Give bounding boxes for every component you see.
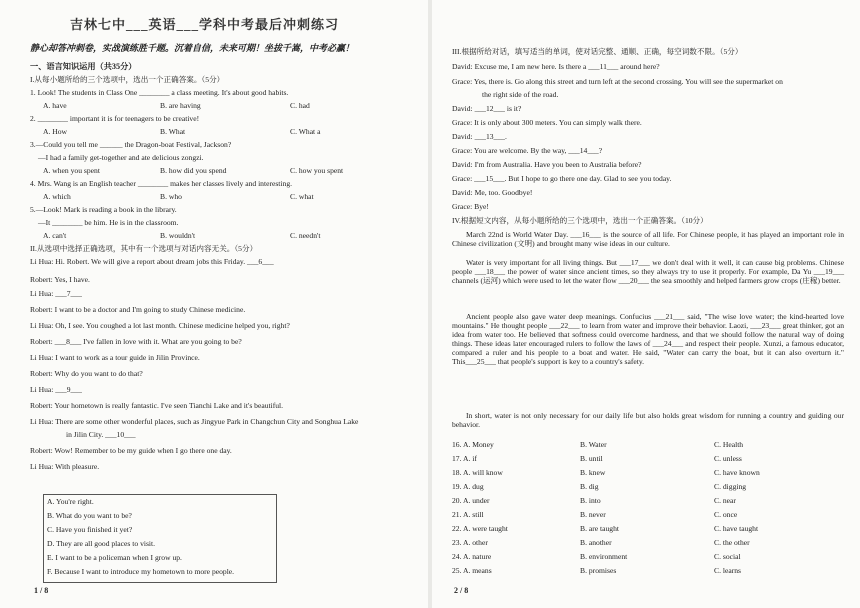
choice-a: 19. A. dug bbox=[452, 482, 484, 491]
dialog-line: David: I'm from Australia. Have you been to Australia before? bbox=[452, 160, 642, 169]
choice-b: B. environment bbox=[580, 552, 628, 561]
choice-a: 25. A. means bbox=[452, 566, 492, 575]
question-5-reply: —It ________ be him. He is in the classroom. bbox=[38, 218, 179, 227]
choice-a: 16. A. Money bbox=[452, 440, 494, 449]
dialog-line: in Jilin City. ___10___ bbox=[66, 430, 136, 439]
exam-page-1 bbox=[0, 0, 428, 608]
q4-option-a: A. which bbox=[43, 192, 71, 201]
dialog-line: Grace: You are welcome. By the way, ___14___? bbox=[452, 146, 603, 155]
dialog-line: Robert: ___8___ I've fallen in love with it. What are you going to be? bbox=[30, 337, 242, 346]
q5-option-a: A. can't bbox=[43, 231, 67, 240]
dialog-line: Li Hua: I want to work as a tour guide in Jilin Province. bbox=[30, 353, 200, 362]
choice-b: B. promises bbox=[580, 566, 617, 575]
q5-option-b: B. wouldn't bbox=[160, 231, 196, 240]
q2-option-a: A. How bbox=[43, 127, 68, 136]
choice-c: C. near bbox=[714, 496, 736, 505]
dialog-line: Li Hua: Hi. Robert. We will give a report about dream jobs this Friday. ___6___ bbox=[30, 257, 274, 266]
page-title: 吉林七中___英语___学科中考最后冲刺练习 bbox=[70, 17, 340, 32]
q1-option-a: A. have bbox=[43, 101, 67, 110]
dialog-line: the right side of the road. bbox=[482, 90, 559, 99]
choice-c: C. the other bbox=[714, 538, 750, 547]
choice-a: 24. A. nature bbox=[452, 552, 492, 561]
passage-paragraph: Ancient people also gave water deep meanings. Confucius ___21___ said, "The wise love water; the kind-hearted love mountains." He thought people ___22___ to learn from water and improve their behavior. Laozi, ___23___ great thinker, got an idea from water too. He believed that softness could overcome hardness, and that we should follow the natural way of doing things. These ideas later encouraged rulers to follow the laws of ___24___ and respect their people. Xunzi, a famous educator, compared a ruler and his people to a boat and water. He said, "Water can carry the boat, but it can also overturn it." This___25___ that people's support is key to a country's safety. bbox=[452, 312, 844, 366]
q1-option-c: C. had bbox=[290, 101, 310, 110]
box-option: E. I want to be a policeman when I grow up. bbox=[47, 553, 182, 562]
choice-c: C. unless bbox=[714, 454, 742, 463]
box-option: C. Have you finished it yet? bbox=[47, 525, 133, 534]
question-1: 1. Look! The students in Class One ________ a class meeting. It's about good habits. bbox=[30, 88, 289, 97]
exam-page-2 bbox=[432, 0, 860, 608]
passage-paragraph: March 22nd is World Water Day. ___16___ is the source of all life. For Chinese people, it has played an important role in Chinese civilization (文明) and brought many wise ideas in our culture. bbox=[452, 230, 844, 248]
choice-c: C. social bbox=[714, 552, 741, 561]
dialog-line: Grace: ___15___. But I hope to go there one day. Glad to see you today. bbox=[452, 174, 672, 183]
dialog-line: David: ___12___ is it? bbox=[452, 104, 522, 113]
choice-c: C. Health bbox=[714, 440, 744, 449]
choice-c: C. learns bbox=[714, 566, 741, 575]
question-4: 4. Mrs. Wang is an English teacher ________ makes her classes lively and interesting. bbox=[30, 179, 293, 188]
part3-title: III.根据所给对话，填写适当的单词，使对话完整、通顺、正确，每空词数不限。（5分） bbox=[452, 47, 743, 56]
question-3: 3.—Could you tell me ______ the Dragon-boat Festival, Jackson? bbox=[30, 140, 232, 149]
choice-a: 20. A. under bbox=[452, 496, 490, 505]
dialog-line: Robert: Why do you want to do that? bbox=[30, 369, 143, 378]
dialog-line: David: Excuse me, I am new here. Is there a ___11___ around here? bbox=[452, 62, 660, 71]
dialog-line: Robert: Wow! Remember to be my guide when I go there one day. bbox=[30, 446, 232, 455]
choice-b: B. are taught bbox=[580, 524, 620, 533]
box-option: F. Because I want to introduce my hometown to more people. bbox=[47, 567, 235, 576]
q3-option-c: C. how you spent bbox=[290, 166, 344, 175]
dialog-line: Li Hua: ___9___ bbox=[30, 385, 82, 394]
dialog-line: Robert: Yes, I have. bbox=[30, 275, 90, 284]
choice-b: B. Water bbox=[580, 440, 607, 449]
page-number: 1 / 8 bbox=[34, 586, 49, 595]
dialog-line: Li Hua: ___7___ bbox=[30, 289, 82, 298]
choice-c: C. once bbox=[714, 510, 738, 519]
choice-b: B. dig bbox=[580, 482, 599, 491]
q2-option-c: C. What a bbox=[290, 127, 321, 136]
part1-title: I.从每小题所给的三个选项中，选出一个正确答案。（5分） bbox=[30, 75, 225, 84]
q5-option-c: C. needn't bbox=[290, 231, 321, 240]
part2-title: II.从选项中选择正确选项，其中有一个选项与对话内容无关。（5分） bbox=[30, 244, 258, 253]
q4-option-b: B. who bbox=[160, 192, 182, 201]
dialog-line: Grace: Yes, there is. Go along this street and turn left at the second crossing. You will see the supermarket on bbox=[452, 77, 783, 86]
dialog-line: Li Hua: There are some other wonderful places, such as Jingyue Park in Changchun City and Songhua Lake bbox=[30, 417, 359, 426]
motto: 静心却答冲刺卷，实战演练胜千题。沉着自信，未来可期！坐拔千嵩，中考必赢！ bbox=[30, 43, 355, 53]
choice-b: B. into bbox=[580, 496, 601, 505]
q1-option-b: B. are having bbox=[160, 101, 201, 110]
question-3-reply: —I had a family get-together and ate delicious zongzi. bbox=[38, 153, 204, 162]
dialog-line: David: ___13___. bbox=[452, 132, 507, 141]
dialog-line: David: Me, too. Goodbye! bbox=[452, 188, 533, 197]
section-heading: 一、语言知识运用（共35分） bbox=[30, 62, 137, 71]
dialog-line: Grace: Bye! bbox=[452, 202, 489, 211]
question-2: 2. ________ important it is for teenagers to be creative! bbox=[30, 114, 200, 123]
passage-paragraph: In short, water is not only necessary for our daily life but also holds great wisdom for running a country and guiding our behavior. bbox=[452, 411, 844, 429]
dialog-line: Grace: It is only about 300 meters. You can simply walk there. bbox=[452, 118, 642, 127]
choice-c: C. have taught bbox=[714, 524, 759, 533]
choice-b: B. until bbox=[580, 454, 603, 463]
choice-b: B. knew bbox=[580, 468, 606, 477]
choice-c: C. digging bbox=[714, 482, 747, 491]
choice-b: B. another bbox=[580, 538, 612, 547]
q4-option-c: C. what bbox=[290, 192, 314, 201]
choice-a: 23. A. other bbox=[452, 538, 488, 547]
box-option: D. They are all good places to visit. bbox=[47, 539, 156, 548]
choice-a: 18. A. will know bbox=[452, 468, 503, 477]
choice-a: 21. A. still bbox=[452, 510, 484, 519]
part4-title: IV.根据短文内容，从每小题所给的三个选项中，选出一个正确答案。（10分） bbox=[452, 216, 708, 225]
dialog-line: Li Hua: Oh, I see. You coughed a lot last month. Chinese medicine helped you, right? bbox=[30, 321, 290, 330]
dialog-line: Robert: Your hometown is really fantastic. I've seen Tianchi Lake and it's beautiful. bbox=[30, 401, 284, 410]
choice-a: 17. A. if bbox=[452, 454, 477, 463]
choice-a: 22. A. were taught bbox=[452, 524, 508, 533]
passage-paragraph: Water is very important for all living things. But ___17___ we don't deal with it well, it can cause big problems. Chinese people ___18___ the power of water since ancient times, so they always try to use it properly. For example, Da Yu ___19___ channels (运河) which were used to let the water flow ___20___ the sea smoothly and helped farmers grow crops (庄稼) better. bbox=[452, 258, 844, 285]
box-option: A. You're right. bbox=[47, 497, 94, 506]
q3-option-b: B. how did you spend bbox=[160, 166, 227, 175]
choice-b: B. never bbox=[580, 510, 606, 519]
q2-option-b: B. What bbox=[160, 127, 186, 136]
dialog-line: Robert: I want to be a doctor and I'm going to study Chinese medicine. bbox=[30, 305, 246, 314]
dialog-line: Li Hua: With pleasure. bbox=[30, 462, 100, 471]
choice-c: C. have known bbox=[714, 468, 760, 477]
q3-option-a: A. when you spent bbox=[43, 166, 100, 175]
page-number: 2 / 8 bbox=[454, 586, 469, 595]
question-5: 5.—Look! Mark is reading a book in the library. bbox=[30, 205, 177, 214]
box-option: B. What do you want to be? bbox=[47, 511, 132, 520]
